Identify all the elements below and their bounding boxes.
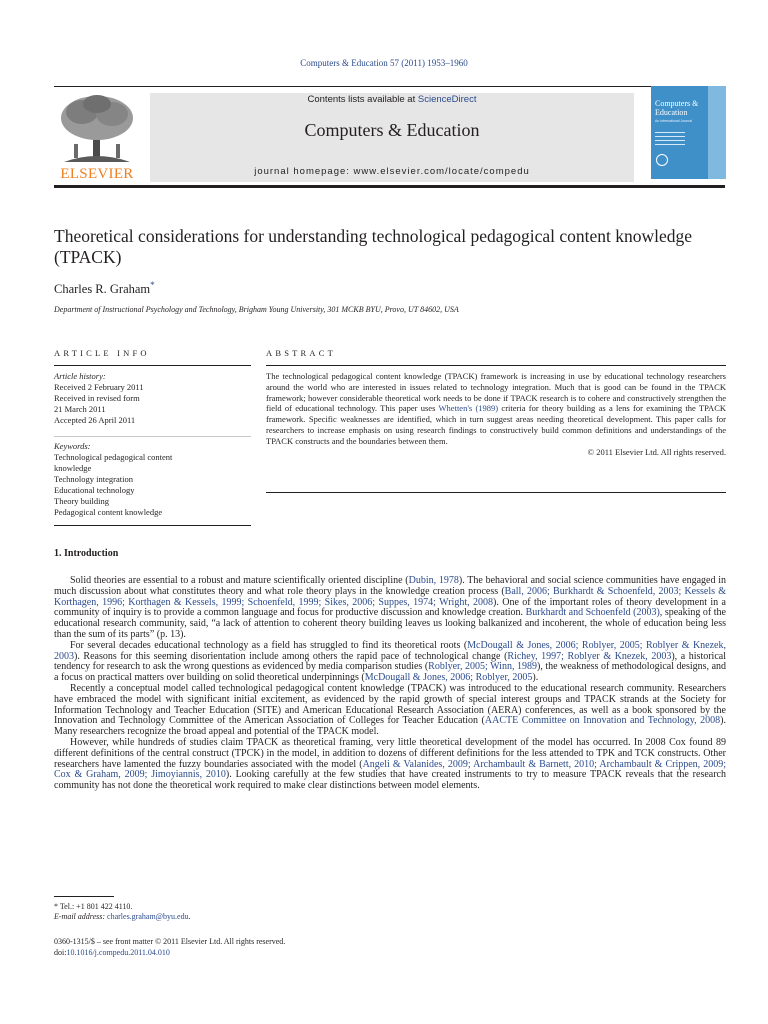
paragraph-text: , speaking of the educational research community, said, “a lack of attention to coherent theory building leaves us looking balkanized and incoherent, the whole of education being less than the sum of its parts” (p. 13). [54, 607, 726, 640]
footnote-email: E-mail address: charles.graham@byu.edu. [54, 912, 191, 921]
introduction-body [54, 576, 726, 792]
keyword-item: Pedagogical content knowledge [54, 507, 163, 517]
keywords-block [54, 441, 249, 518]
paragraph-text: ), a historical tendency for research to ask the wrong questions as evidenced by media comparison studies ( [54, 650, 726, 673]
citation-link[interactable]: McDougall & Jones, 2006; Roblyer, 2005 [364, 672, 533, 684]
paragraph-text: Solid theories are essential to a robust and mature scientifically oriented discipline ( [70, 575, 409, 586]
abstract-heading: ABSTRACT [266, 348, 336, 358]
paragraph-text: ), the weakness of methodological designs, and a focus on practical matters over building on solid theoretical underpinnings ( [54, 661, 727, 684]
article-history [54, 371, 249, 426]
abstract-copyright: © 2011 Elsevier Ltd. All rights reserved. [587, 446, 726, 457]
author-name: Charles R. Graham [54, 282, 151, 297]
email-link[interactable]: charles.graham@byu.edu [107, 912, 189, 921]
doi-label: doi: [54, 948, 67, 957]
citation-link[interactable]: Angeli & Valanides, 2009; Archambault & Barnett, 2010; Archambault & Crippen, 2009; Cox & Graham, 2009; Jimoyiannis, 2010 [54, 758, 726, 781]
introduction-paragraph [54, 576, 726, 641]
footnote-tel: * Tel.: +1 801 422 4110. [54, 902, 133, 911]
article-info-rule [54, 365, 251, 366]
keywords-bottom-rule [54, 525, 251, 526]
history-item: Received in revised form [54, 393, 140, 403]
header-bottom-rule [54, 185, 725, 188]
cover-emblem-icon [656, 154, 668, 166]
paragraph-text: ). The behavioral and social science communities have engaged in much discussion about what constitutes theory and what role theory plays in the knowledge creation process ( [54, 575, 726, 597]
paragraph-text: Recently a conceptual model called technological pedagogical content knowledge (TPACK) was introduced to the educational research community. Researchers have embraced the model with significant initial excitement, as evidenced by the rapid growth of special interest groups and TPACK strands at the Society for Information Technology and Teacher Education (SITE) and American Educational Research Association (AERA) conferences, as well as a book sponsored by the Innovation and Technology Committee of the American Association of Colleges for Teacher Education ( [54, 682, 726, 727]
footnote-rule [54, 896, 114, 897]
introduction-paragraph [54, 738, 726, 792]
abstract-body [266, 371, 726, 457]
keywords-label: Keywords: [54, 441, 91, 451]
paragraph-text: ). Many researchers recognize the broad appeal and potential of the TPACK model. [54, 715, 726, 738]
paragraph-text: ). [532, 672, 539, 684]
paragraph-text: However, while hundreds of studies claim TPACK as theoretical framing, very little theoretical development of the model has occurred. In 2008 Cox found 89 different definitions of the central construct (TPCK) in the model, in addition to dozens of different definitions for the less attended to TPK and TCK constructs. Other researchers have lamented the fuzzy boundaries associated with the model ( [54, 736, 726, 770]
article-title: Theoretical considerations for understanding technological pedagogical content knowledge (TPACK) [54, 226, 693, 267]
article-info-heading: ARTICLE INFO [54, 348, 150, 358]
cover-text-lines [655, 132, 685, 148]
footnote-doi [54, 948, 170, 958]
journal-homepage[interactable]: journal homepage: www.elsevier.com/locate/compedu [254, 166, 530, 177]
keyword-item: knowledge [54, 463, 92, 473]
abstract-text: The technological pedagogical content knowledge (TPACK) framework is increasing in use by educational technology researchers around the world who are interested in issues related to technology integration. Much that is good can be found in the TPACK framework; however considerable theoretical work needs to be done if TPACK research is to cohere and constructively strengthen the field of educational technology. This paper uses [266, 371, 726, 414]
sciencedirect-link[interactable]: ScienceDirect [417, 94, 477, 105]
citation-link[interactable]: Burkhardt and Schoenfeld (2003) [525, 607, 660, 619]
paragraph-text: ). One of the important roles of theory development in a community of inquiry is to provide a common language and focus for productive discussion and knowledge creation. [54, 596, 726, 619]
keyword-item: Theory building [54, 496, 110, 506]
article-info-divider [54, 436, 251, 437]
email-label: E-mail address: [54, 912, 108, 921]
doi-link[interactable]: 10.1016/j.compedu.2011.04.010 [66, 948, 170, 957]
paragraph-text: For several decades educational technology as a field has struggled to find its theoretical roots ( [70, 639, 468, 651]
cover-subtitle: An International Journal [655, 119, 692, 123]
elsevier-wordmark[interactable]: ELSEVIER [60, 166, 134, 182]
header-top-rule [54, 86, 725, 87]
journal-citation[interactable]: Computers & Education 57 (2011) 1953–1960 [300, 58, 468, 68]
journal-cover-thumbnail[interactable] [651, 86, 726, 179]
paragraph-text: ). Looking carefully at the few studies that have created instruments to try to measure TPACK reveals that the research community has not done the theoretical work required to make clear distinctions between model elements. [54, 769, 726, 792]
citation-link[interactable]: Ball, 2006; Burkhardt & Schoenfeld, 2003; Kessels & Korthagen, 1996; Korthagen & Kessels, 1999; Schoenfeld, 1999; Sikes, 2006; Suppes, 1974; Wright, 2008 [54, 585, 726, 608]
abstract-citation-link[interactable]: Whetten's (1989) [438, 403, 499, 414]
citation-link[interactable]: Dubin, 1978 [408, 575, 459, 586]
abstract-rule [266, 365, 726, 366]
author-footnote-mark[interactable]: * [150, 280, 155, 290]
keyword-item: Technological pedagogical content [54, 452, 173, 462]
abstract-text: criteria for theory building as a lens for examining the TPACK framework. Specific weaknesses are identified, which in turn suggest areas needing theoretical development. This paper calls for researchers to increase emphasis on using research findings to constructively build common definitions and understandings of the TPACK constructs and the boundaries between them. [266, 403, 726, 446]
cover-band [708, 86, 726, 179]
abstract-bottom-rule [266, 492, 726, 493]
tree-icon [54, 92, 140, 166]
footnote-issn: 0360-1315/$ – see front matter © 2011 Elsevier Ltd. All rights reserved. [54, 937, 286, 946]
citation-link[interactable]: McDougall & Jones, 2006; Roblyer, 2005; Roblyer & Knezek, 2003 [54, 639, 726, 662]
citation-link[interactable]: AACTE Committee on Innovation and Technology, 2008 [484, 715, 721, 727]
introduction-paragraph [54, 684, 726, 738]
journal-title: Computers & Education [304, 120, 480, 140]
author-line [54, 280, 155, 297]
history-item: 21 March 2011 [54, 404, 106, 414]
contents-line [150, 94, 634, 105]
keyword-item: Technology integration [54, 474, 133, 484]
history-item: Accepted 26 April 2011 [54, 415, 136, 425]
contents-prefix: Contents lists available at [307, 94, 418, 105]
cover-title: Computers & Education [655, 99, 699, 117]
history-label: Article history: [54, 371, 106, 381]
keyword-item: Educational technology [54, 485, 135, 495]
introduction-heading: 1. Introduction [54, 548, 119, 559]
paragraph-text: ). Reasons for this seeming disorientation include among others the rapid pace of technological change ( [74, 650, 508, 662]
citation-link[interactable]: Roblyer, 2005; Winn, 1989 [428, 661, 537, 673]
citation-link[interactable]: Richey, 1997; Roblyer & Knezek, 2003 [507, 650, 672, 662]
history-item: Received 2 February 2011 [54, 382, 144, 392]
introduction-paragraph [54, 641, 726, 684]
author-affiliation: Department of Instructional Psychology and Technology, Brigham Young University, 301 MCKB BYU, Provo, UT 84602, USA [54, 305, 459, 314]
